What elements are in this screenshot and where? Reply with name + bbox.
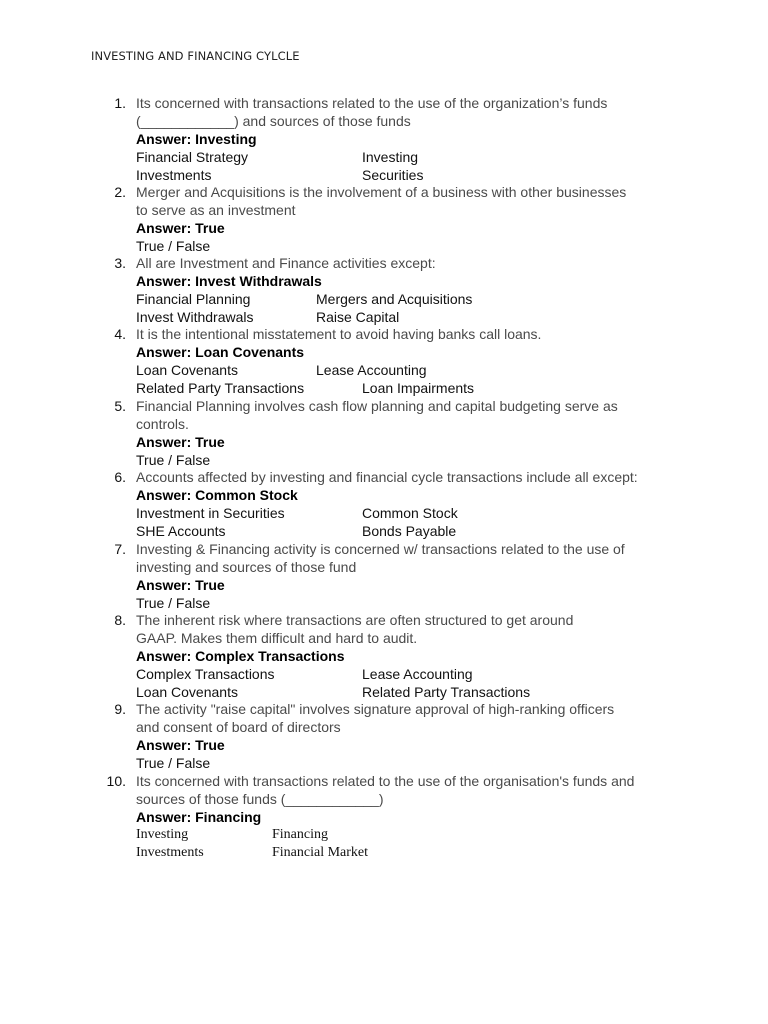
answer: Answer: Common Stock <box>136 487 298 503</box>
question-number: 7. <box>114 541 126 557</box>
question-text: All are Investment and Finance activities except: <box>136 255 436 271</box>
question-text: Its concerned with transactions related to the use of the organisation's funds and <box>136 773 635 789</box>
answer: Answer: True <box>136 737 225 753</box>
question-text: Its concerned with transactions related to the use of the organization’s funds <box>136 95 608 111</box>
question-text: The inherent risk where transactions are often structured to get around <box>136 612 574 628</box>
option: Raise Capital <box>316 309 400 325</box>
question-text: Investing & Financing activity is concerned w/ transactions related to the use of <box>136 541 625 557</box>
true-false-options: True / False <box>136 595 211 611</box>
option-row <box>136 826 681 844</box>
question-text: investing and sources of those fund <box>136 559 357 575</box>
answer: Answer: Loan Covenants <box>136 344 305 360</box>
option-row <box>136 166 681 184</box>
option: Loan Impairments <box>362 380 475 396</box>
option-row <box>136 844 681 862</box>
answer: Answer: Financing <box>136 809 262 825</box>
option: Investment in Securities <box>136 505 285 521</box>
question-number: 2. <box>114 184 126 200</box>
question-number: 3. <box>114 255 126 271</box>
option-row <box>136 379 681 397</box>
option: Securities <box>362 167 424 183</box>
option: Financial Strategy <box>136 149 249 165</box>
true-false-options: True / False <box>136 755 211 771</box>
option: Complex Transactions <box>136 666 275 682</box>
option: Related Party Transactions <box>136 380 305 396</box>
option: Common Stock <box>362 505 458 521</box>
option: Loan Covenants <box>136 684 238 700</box>
question-text: Merger and Acquisitions is the involvement of a business with other businesses <box>136 184 627 200</box>
option-row <box>136 665 681 683</box>
option: Financial Planning <box>136 291 251 307</box>
document-title: INVESTING AND FINANCING CYLCLE <box>91 49 300 63</box>
option: Loan Covenants <box>136 362 238 378</box>
option: Invest Withdrawals <box>136 309 254 325</box>
question-text: It is the intentional misstatement to avoid having banks call loans. <box>136 326 542 342</box>
option-row <box>136 308 681 326</box>
true-false-options: True / False <box>136 452 211 468</box>
question-number: 5. <box>114 398 126 414</box>
true-false-options: True / False <box>136 238 211 254</box>
question-number: 4. <box>114 326 126 342</box>
option-row <box>136 504 681 522</box>
option: Investments <box>136 167 212 183</box>
question-text: Financial Planning involves cash flow planning and capital budgeting serve as <box>136 398 618 414</box>
option-row <box>136 361 681 379</box>
option: Investing <box>362 149 419 165</box>
option: Related Party Transactions <box>362 684 531 700</box>
question-text: GAAP. Makes them difficult and hard to audit. <box>136 630 418 646</box>
option: Lease Accounting <box>316 362 427 378</box>
answer: Answer: Investing <box>136 131 257 147</box>
question-number: 6. <box>114 469 126 485</box>
question-text: The activity "raise capital" involves signature approval of high-ranking officers <box>136 701 615 717</box>
question-text: to serve as an investment <box>136 202 296 218</box>
answer: Answer: Complex Transactions <box>136 648 345 664</box>
option: Bonds Payable <box>362 523 457 539</box>
option: Financing <box>272 827 328 842</box>
option-row <box>136 290 681 308</box>
option-row <box>136 522 681 540</box>
option: Investments <box>136 845 204 860</box>
answer: Answer: True <box>136 220 225 236</box>
answer: Answer: True <box>136 434 225 450</box>
question-text: and consent of board of directors <box>136 719 341 735</box>
question-number: 10. <box>106 773 126 789</box>
answer: Answer: True <box>136 577 225 593</box>
option: SHE Accounts <box>136 523 226 539</box>
option: Lease Accounting <box>362 666 473 682</box>
question-text: sources of those funds (____________) <box>136 791 384 807</box>
question-text: controls. <box>136 416 189 432</box>
option: Financial Market <box>272 845 369 860</box>
option: Mergers and Acquisitions <box>316 291 473 307</box>
question-text: Accounts affected by investing and financial cycle transactions include all except: <box>136 469 638 485</box>
question-number: 8. <box>114 612 126 628</box>
question-text: (____________) and sources of those funds <box>136 113 411 129</box>
question-number: 1. <box>114 95 126 111</box>
option-row <box>136 148 681 166</box>
option-row <box>136 683 681 701</box>
option: Investing <box>136 827 189 842</box>
question-number: 9. <box>114 701 126 717</box>
answer: Answer: Invest Withdrawals <box>136 273 322 289</box>
